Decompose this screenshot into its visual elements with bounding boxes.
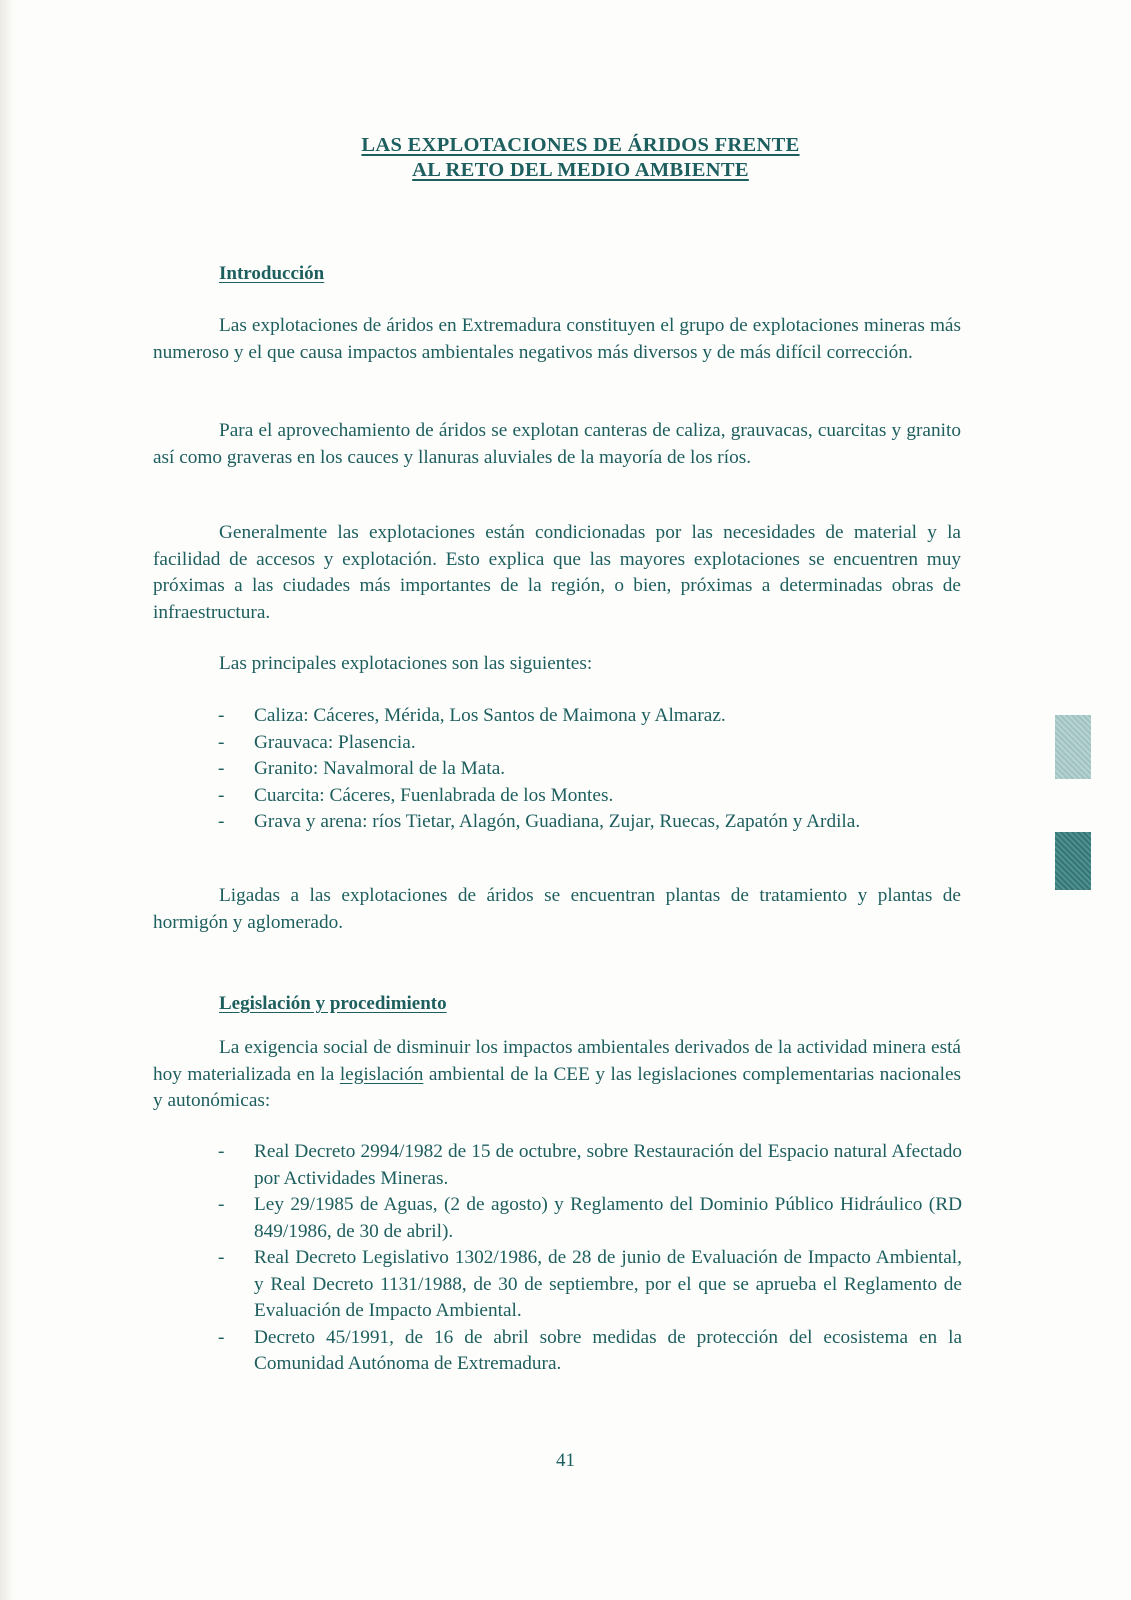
intro-paragraph-5: Ligadas a las explotaciones de áridos se encuentran plantas de tratamiento y plantas de hormigón y aglomerado. [153,885,961,933]
intro-heading: Introducción [219,263,325,284]
list-item: - Caliza: Cáceres, Mérida, Los Santos de Maimona y Almaraz. [218,703,962,730]
title-line-2: AL RETO DEL MEDIO AMBIENTE [412,159,749,181]
list-item: - Cuarcita: Cáceres, Fuenlabrada de los Montes. [218,783,962,810]
exploitation-list [218,703,962,836]
list-item: - Real Decreto 2994/1982 de 15 de octubre, sobre Restauración del Espacio natural Afectado por Actividades Mineras. [218,1139,962,1192]
list-item: - Granito: Navalmoral de la Mata. [218,756,962,783]
title-line-1: LAS EXPLOTACIONES DE ÁRIDOS FRENTE [361,134,800,156]
legislation-underlined-word: legislación [339,1063,424,1085]
scan-edge-shadow [0,0,14,1600]
intro-paragraph-3: Generalmente las explotaciones están condicionadas por las necesidades de material y la facilidad de accesos y explotación. Esto explica que las mayores explotaciones se encuentren muy próximas a las ciudades más importantes de la región, o bien, próximas a determinadas obras de infraestructura. [153,522,961,623]
legislation-list [218,1139,962,1378]
intro-paragraph-2: Para el aprovechamiento de áridos se explotan canteras de caliza, grauvacas, cuarcitas y granito así como graveras en los cauces y llanuras aluviales de la mayoría de los ríos. [153,420,961,468]
list-item: - Decreto 45/1991, de 16 de abril sobre medidas de protección del ecosistema en la Comunidad Autónoma de Extremadura. [218,1325,962,1378]
document-title [0,133,1131,183]
list-item: - Real Decreto Legislativo 1302/1986, de 28 de junio de Evaluación de Impacto Ambiental, y Real Decreto 1131/1988, de 30 de septiembre, por el que se aprueba el Reglamento de Evaluación de Impacto Ambiental. [218,1245,962,1325]
list-item: - Grava y arena: ríos Tietar, Alagón, Guadiana, Zujar, Ruecas, Zapatón y Ardila. [218,809,962,836]
legislation-text-after: ambiental de la CEE y las legislaciones complementarias nacionales y autonómicas: [153,1063,962,1111]
legislation-heading: Legislación y procedimiento [219,993,447,1014]
scan-artifact-mark [1055,832,1091,890]
intro-paragraph-4: Las principales explotaciones son las siguientes: [219,653,593,674]
list-item: - Grauvaca: Plasencia. [218,730,962,757]
scan-artifact-mark [1055,715,1091,779]
page-number: 41 [556,1450,575,1471]
legislation-text-before: La exigencia social de disminuir los impactos ambientales derivados de la actividad minera está hoy materializada en la [153,1037,961,1085]
list-item: - Ley 29/1985 de Aguas, (2 de agosto) y Reglamento del Dominio Público Hidráulico (RD 849/1986, de 30 de abril). [218,1192,962,1245]
legislation-paragraph [153,1035,961,1115]
intro-paragraph-1: Las explotaciones de áridos en Extremadura constituyen el grupo de explotaciones mineras más numeroso y el que causa impactos ambientales negativos más diversos y de más difícil corrección. [153,315,961,363]
